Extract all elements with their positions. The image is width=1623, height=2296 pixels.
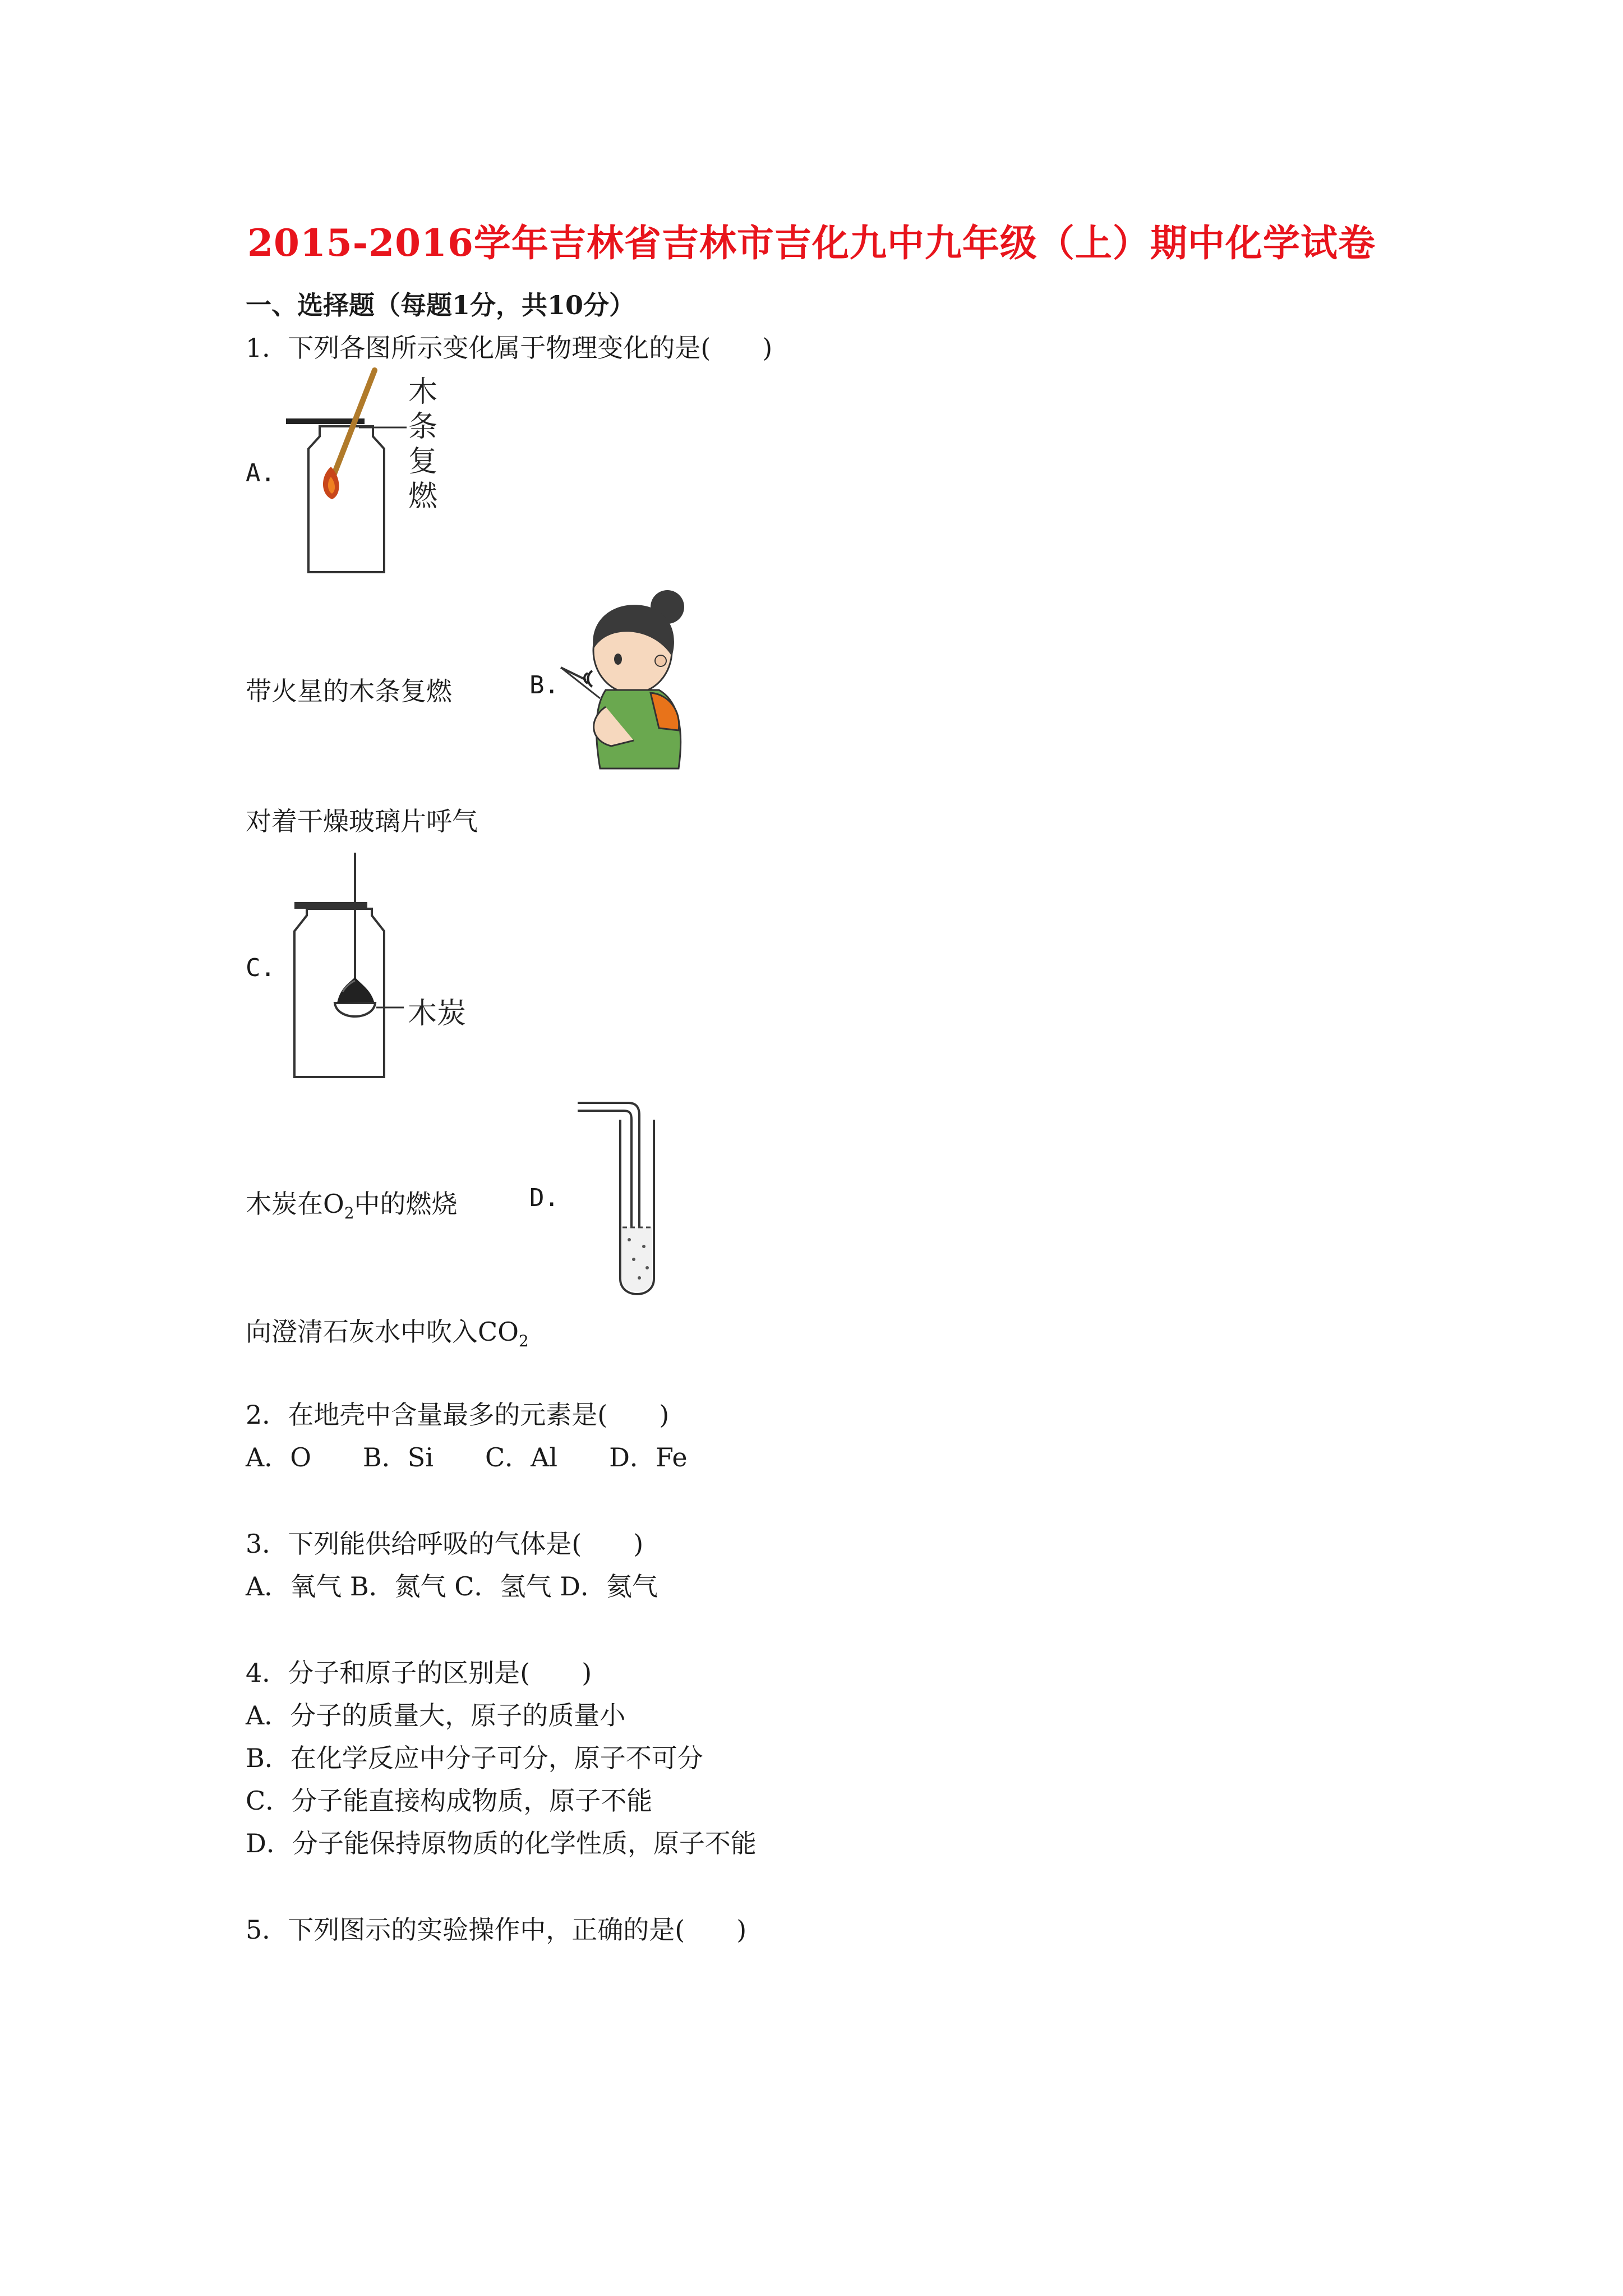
q1-option-c-figure [289, 853, 468, 1088]
q1-option-b-figure [566, 583, 701, 769]
q4-option-d: D．分子能保持原物质的化学性质，原子不能 [246, 1828, 757, 1858]
q5-stem: 5．下列图示的实验操作中，正确的是( ) [246, 1915, 747, 1945]
q1-option-c-letter: C. [246, 954, 275, 982]
q4-option-a: A．分子的质量大，原子的质量小 [246, 1700, 626, 1731]
q1-stem: 1．下列各图所示变化属于物理变化的是( ) [246, 333, 773, 363]
q1-option-b-caption: 对着干燥玻璃片呼气 [246, 806, 478, 836]
q4-stem: 4．分子和原子的区别是( ) [246, 1658, 592, 1688]
q1-option-d-letter: D. [529, 1184, 559, 1212]
q1-option-c-caption: 木炭在$O_2$中的燃烧 [246, 1189, 458, 1223]
exam-title: 2015-2016学年吉林省吉林市吉化九中九年级（上）期中化学试卷 [247, 221, 1376, 265]
q1-option-a-letter: A. [246, 459, 275, 487]
q1-option-d-caption: 向澄清石灰水中吹入$CO_2$ [246, 1317, 529, 1351]
q1-option-a-caption: 带火星的木条复燃 [246, 676, 452, 706]
q2-stem: 2．在地壳中含量最多的元素是( ) [246, 1400, 670, 1430]
q1-option-d-figure [578, 1099, 690, 1307]
q3-options: A．氧气 B．氮气 C．氢气 D．氦气 [246, 1571, 658, 1602]
q1-option-a-fig-label: 木 条 复 燃 [408, 375, 438, 513]
section-heading-choice: 一、选择题（每题1分，共10分） [246, 290, 635, 320]
q4-option-c: C．分子能直接构成物质，原子不能 [246, 1786, 653, 1816]
q3-stem: 3．下列能供给呼吸的气体是( ) [246, 1529, 644, 1559]
q1-option-c-fig-label: 木炭 [408, 997, 467, 1030]
q1-option-b-letter: B. [529, 671, 559, 700]
q4-option-b: B．在化学反应中分子可分，原子不可分 [246, 1743, 703, 1773]
q2-options: A．O B．Si C．Al D．Fe [246, 1442, 688, 1473]
